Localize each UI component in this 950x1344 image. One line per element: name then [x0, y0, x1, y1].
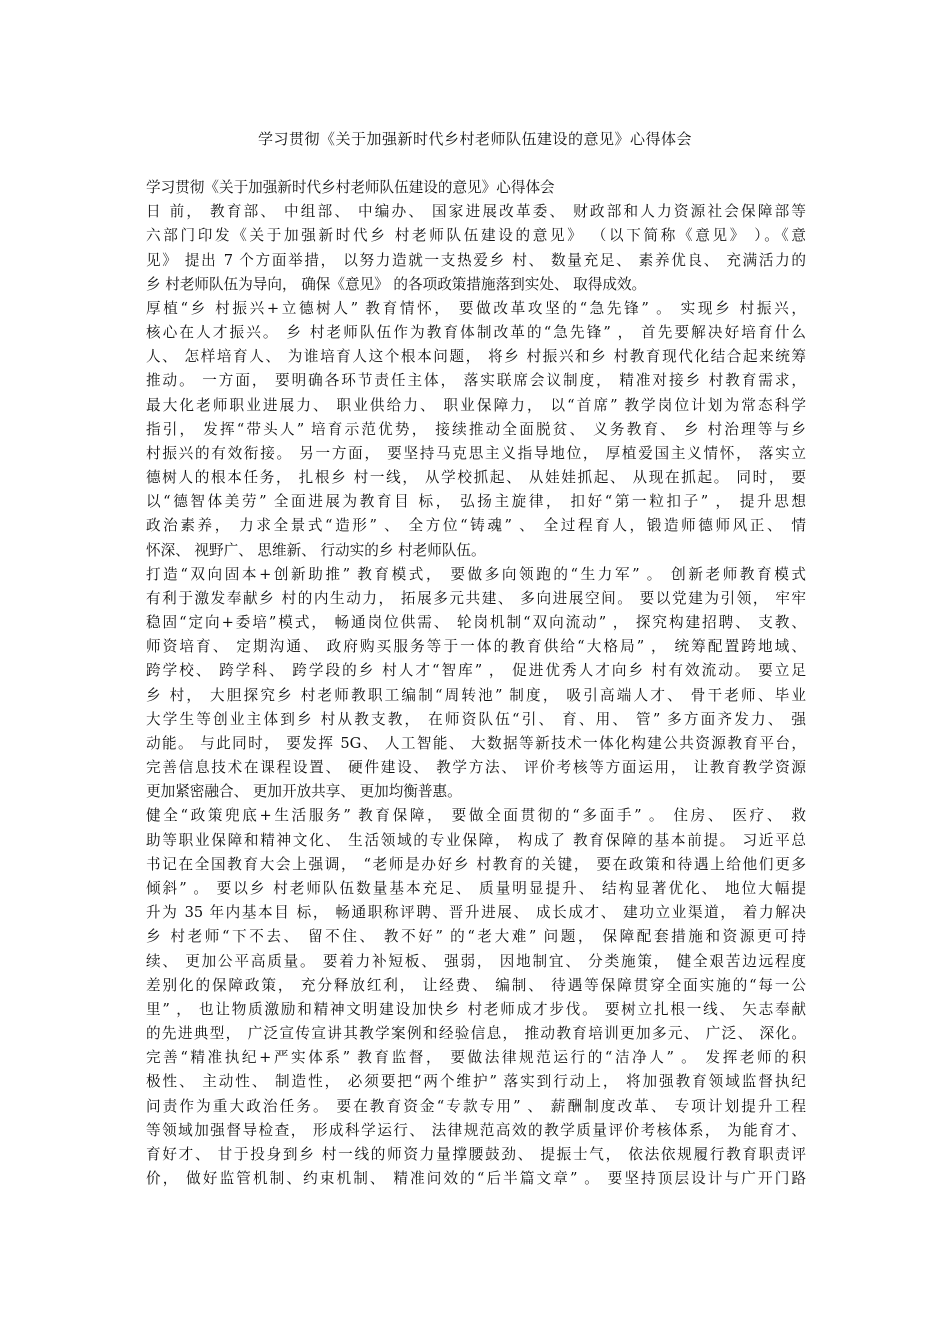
body-line: 德树人的根本任务， 扎根乡 村一线， 从学校抓起、 从娃娃抓起、 从现在抓起。 同时， 要 [146, 469, 806, 487]
body-line: 续、 更加公平高质量。 要着力补短板、 强弱， 因地制宜、 分类施策， 健全艰苦边远程度 [146, 952, 806, 970]
body-line: 完善信息技术在课程设置、 硬件建设、 教学方法、 评价考核等方面运用， 让教育教学资源 [146, 759, 806, 777]
body-line: 日 前， 教育部、 中组部、 中编办、 国家进展改革委、 财政部和人力资源社会保障部等 [146, 203, 806, 221]
body-line: 最大化老师职业进展力、 职业供给力、 职业保障力， 以“首席” 教学岗位计划为常态科学 [146, 396, 806, 414]
body-line: 以“德智体美劳” 全面进展为教育目 标， 弘扬主旋律， 扣好“第一粒扣子” ， 提升思想 [146, 493, 806, 511]
body-line: 里” ， 也让物质激励和精神文明建设加快乡 村老师成才步伐。 要树立扎根一线、 矢志奉献 [146, 1000, 806, 1018]
body-line: 乡 村， 大胆探究乡 村老师教职工编制“周转池” 制度， 吸引高端人才、 骨干老师、毕业 [146, 686, 806, 704]
body-line: 打造“双向固本+创新助推” 教育模式， 要做多向领跑的“生力军” 。 创新老师教育模式 [146, 565, 806, 583]
body-line: 跨学校、 跨学科、 跨学段的乡 村人才“智库” ， 促进优秀人才向乡 村有效流动。 要立足 [146, 662, 806, 680]
body-line: 怀深、 视野广、 思维新、 行动实的乡 村老师队伍。 [146, 541, 486, 559]
body-line: 人、 怎样培育人、 为谁培育人这个根本问题， 将乡 村振兴和乡 村教育现代化结合起来统筹 [146, 348, 806, 366]
body-line: 六部门印发《关于加强新时代乡 村老师队伍建设的意见》 （以下简称《意见》 ）。《意 [146, 227, 806, 245]
body-line: 的先进典型， 广泛宣传宣讲其教学案例和经验信息， 推动教育培训更加多元、 广泛、 深化。 [146, 1025, 806, 1043]
body-line: 等领域加强督导检查， 形成科学运行、 法律规范高效的教学质量评价考核体系， 为能育才、 [146, 1121, 806, 1139]
body-line: 助等职业保障和精神文化、 生活领域的专业保障， 构成了 教育保障的基本前提。 习近平总 [146, 831, 806, 849]
document-title: 学习贯彻《关于加强新时代乡村老师队伍建设的意见》心得体会 [257, 130, 692, 148]
body-line: 乡 村老师队伍为导向， 确保《意见》 的各项政策措施落到实处、 取得成效。 [146, 275, 647, 293]
body-line: 健全“政策兜底+生活服务” 教育保障， 要做全面贯彻的“多面手” 。 住房、 医疗、 救 [146, 807, 806, 825]
body-line: 动能。 与此同时， 要发挥 5G、 人工智能、 大数据等新技术一体化构建公共资源教育平台， [146, 734, 806, 752]
body-line: 见》 提出 7 个方面举措， 以努力造就一支热爱乡 村、 数量充足、 素养优良、 充满活力的 [146, 251, 806, 269]
body-line: 学习贯彻《关于加强新时代乡村老师队伍建设的意见》心得体会 [146, 179, 555, 196]
body-line: 厚植“乡 村振兴+立德树人” 教育情怀， 要做改革攻坚的“急先锋” 。 实现乡 村振兴， [146, 299, 806, 317]
document-body [146, 176, 806, 1191]
body-line: 核心在人才振兴。 乡 村老师队伍作为教育体制改革的“急先锋” ， 首先要解决好培育什么 [146, 324, 806, 342]
body-line: 问责作为重大政治任务。 要在教育资金“专款专用” 、 薪酬制度改革、 专项计划提升工程 [146, 1097, 806, 1115]
body-line: 更加紧密融合、 更加开放共享、 更加均衡普惠。 [146, 783, 462, 801]
body-line: 乡 村老师“下不去、 留不住、 教不好” 的“老大难” 问题， 保障配套措施和资源更可持 [146, 928, 806, 946]
body-line: 价， 做好监管机制、约束机制、 精准问效的“后半篇文章” 。 要坚持顶层设计与广开门路 [146, 1170, 806, 1188]
body-line: 政治素养， 力求全景式“造形” 、 全方位“铸魂” 、 全过程育人，锻造师德师风正、 情 [146, 517, 806, 535]
body-line: 升为 35 年内基本目 标， 畅通职称评聘、晋升进展、 成长成才、 建功立业渠道， 着力解决 [146, 904, 806, 922]
body-line: 书记在全国教育大会上强调， “老师是办好乡 村教育的关键， 要在政策和待遇上给他们更多 [146, 855, 806, 873]
body-line: 村振兴的有效衔接。 另一方面， 要坚持马克思主义指导地位， 厚植爱国主义情怀， 落实立 [146, 444, 806, 462]
body-line: 极性、 主动性、 制造性， 必须要把“两个维护” 落实到行动上， 将加强教育领域监督执纪 [146, 1073, 806, 1091]
body-line: 推动。 一方面， 要明确各环节责任主体， 落实联席会议制度， 精准对接乡 村教育需求， [146, 372, 806, 390]
body-line: 育好才、 甘于投身到乡 村一线的师资力量撑腰鼓劲、 提振士气， 依法依规履行教育职责评 [146, 1145, 806, 1163]
body-line: 师资培育、 定期沟通、 政府购买服务等于一体的教育供给“大格局” ， 统筹配置跨地域、 [146, 638, 806, 656]
body-line: 完善“精准执纪+严实体系” 教育监督， 要做法律规范运行的“洁净人” 。 发挥老师的积 [146, 1049, 806, 1067]
body-line: 稳固“定向+委培”模式， 畅通岗位供需、 轮岗机制“双向流动” ， 探究构建招聘、 支教、 [146, 614, 806, 632]
body-line: 差别化的保障政策， 充分释放红利， 让经费、 编制、 待遇等保障贯穿全面实施的“每一公 [146, 976, 806, 994]
body-line: 大学生等创业主体到乡 村从教支教， 在师资队伍“引、 育、用、 管” 多方面齐发力、 强 [146, 710, 806, 728]
body-line: 有利于激发奉献乡 村的内生动力， 拓展多元共建、 多向进展空间。 要以党建为引领， 牢牢 [146, 589, 806, 607]
body-line: 倾斜” 。 要以乡 村老师队伍数量基本充足、 质量明显提升、 结构显著优化、 地位大幅提 [146, 879, 806, 897]
body-line: 指引， 发挥“带头人” 培育示范优势， 接续推动全面脱贫、 义务教育、 乡 村治理等与乡 [146, 420, 806, 438]
